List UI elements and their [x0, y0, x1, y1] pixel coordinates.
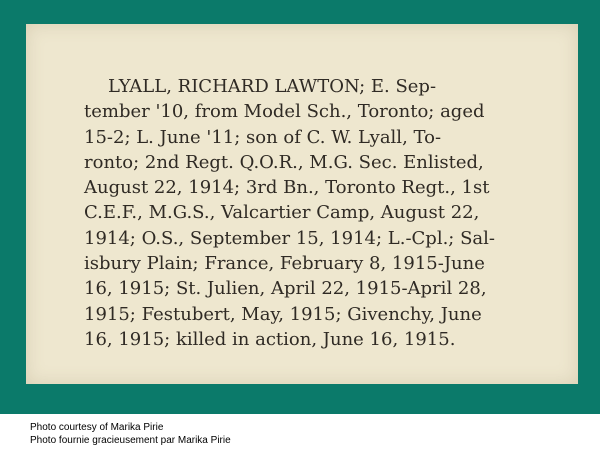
- entry-line: August 22, 1914; 3rd Bn., Toronto Regt., 1st: [84, 177, 490, 199]
- entry-line: isbury Plain; France, February 8, 1915-June: [84, 253, 485, 275]
- entry-line: 1914; O.S., September 15, 1914; L.-Cpl.; Sal-: [84, 227, 495, 249]
- memorial-entry: [84, 74, 584, 352]
- photo-credits: [30, 421, 231, 447]
- entry-line: C.E.F., M.G.S., Valcartier Camp, August 22,: [84, 202, 480, 224]
- book-page-clipping: [26, 24, 578, 384]
- entry-line: 16, 1915; killed in action, June 16, 1915.: [84, 328, 456, 350]
- entry-line: 15-2; L. June '11; son of C. W. Lyall, To-: [84, 126, 442, 148]
- photo-credit-english: Photo courtesy of Marika Pirie: [30, 422, 164, 433]
- entry-line: LYALL, RICHARD LAWTON; E. Sep-: [108, 76, 437, 97]
- photo-credit-french: Photo fournie gracieusement par Marika Pirie: [30, 435, 231, 446]
- entry-line: 1915; Festubert, May, 1915; Givenchy, June: [84, 303, 482, 325]
- entry-line: ronto; 2nd Regt. Q.O.R., M.G. Sec. Enlisted,: [84, 151, 484, 173]
- entry-line: 16, 1915; St. Julien, April 22, 1915-April 28,: [84, 278, 487, 300]
- entry-line: tember '10, from Model Sch., Toronto; aged: [84, 101, 485, 123]
